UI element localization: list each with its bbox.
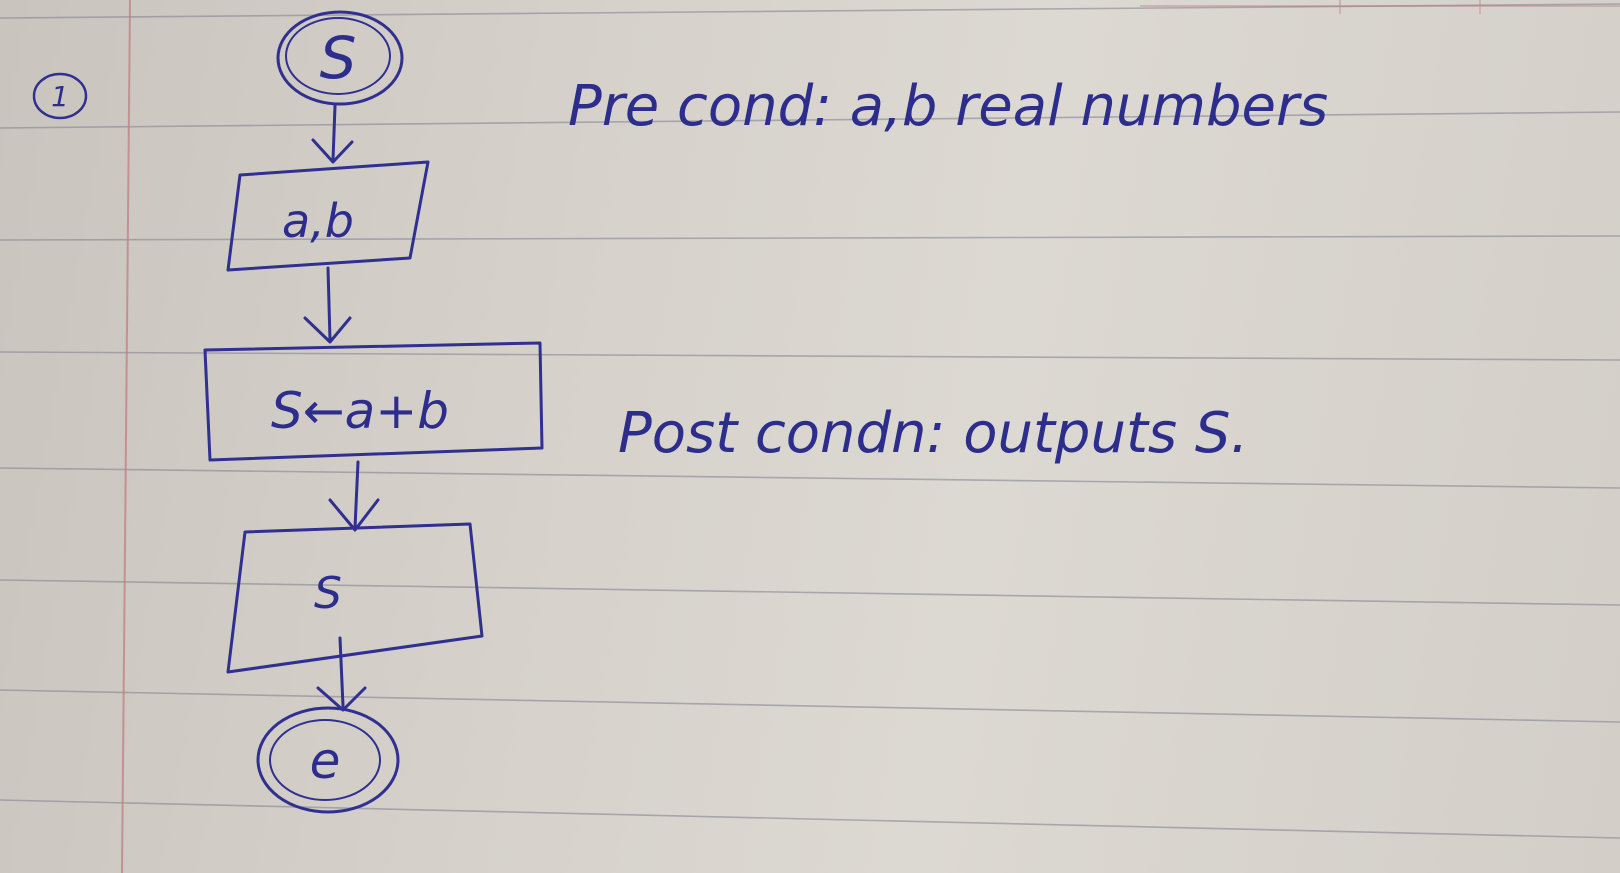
process-node <box>205 343 542 460</box>
process-label: S←a+b <box>271 382 449 440</box>
margin-line <box>122 0 130 873</box>
input-label: a,b <box>281 194 355 248</box>
postcondition-text: Post condn: outputs S. <box>618 401 1249 466</box>
arrow-input-to-process <box>305 268 350 342</box>
end-node <box>258 708 398 812</box>
question-number-text: 1 <box>51 80 69 113</box>
arrow-output-to-end <box>318 638 365 710</box>
question-number <box>34 74 86 118</box>
end-label: e <box>309 732 341 790</box>
start-node <box>278 12 402 104</box>
arrow-start-to-input <box>313 106 352 162</box>
start-label: S <box>319 24 357 92</box>
precondition-text: Pre cond: a,b real numbers <box>568 74 1329 139</box>
output-node <box>228 524 482 672</box>
output-label: S <box>314 568 342 619</box>
input-node <box>228 162 428 270</box>
